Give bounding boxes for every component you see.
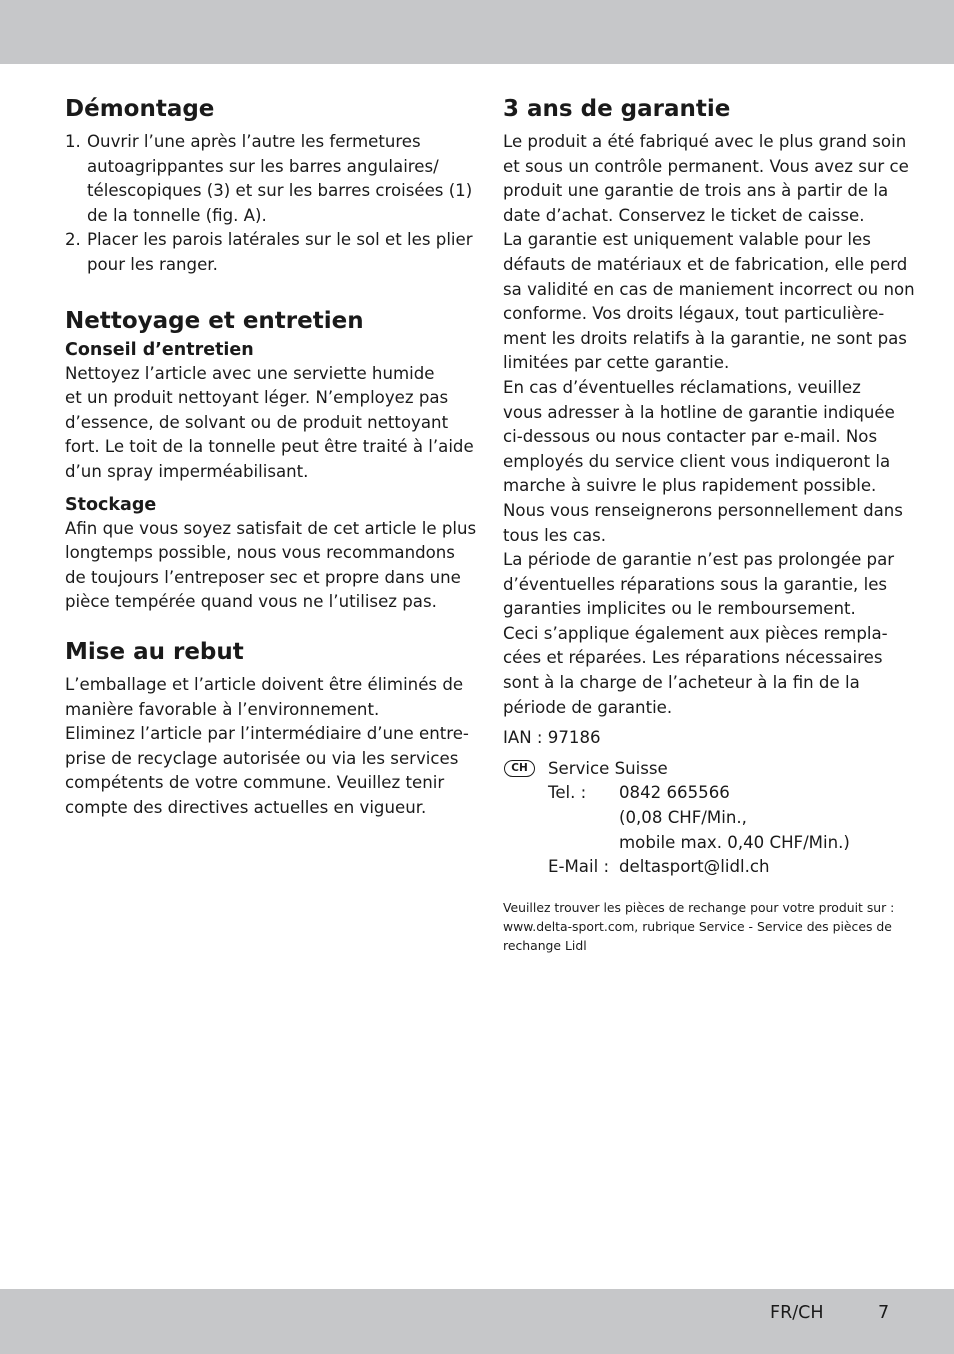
text-line: d’essence, de solvant ou de produit nettoyant <box>65 412 449 432</box>
text-line: de la tonnelle (fig. A). <box>87 205 267 225</box>
text-line: de toujours l’entreposer sec et propre dans une <box>65 567 461 587</box>
section-title-nettoyage: Nettoyage et entretien <box>65 307 364 334</box>
service-email-row <box>548 855 895 880</box>
text-line: date d’achat. Conservez le ticket de caisse. <box>503 205 865 225</box>
text-line: Veuillez trouver les pièces de rechange pour votre produit sur : <box>503 899 895 915</box>
section-title-demontage: Démontage <box>65 96 215 122</box>
text-line: autoagrippantes sur les barres angulaires/ <box>87 156 439 176</box>
text-line: produit une garantie de trois ans à partir de la <box>503 181 889 201</box>
text-line: www.delta-sport.com, rubrique Service - Service des pièces de <box>503 919 892 935</box>
text-line: sa validité en cas de maniement incorrect ou non <box>503 279 915 299</box>
text-line: période de garantie. <box>503 697 673 717</box>
stockage-paragraph <box>65 517 477 615</box>
text-line: d’un spray imperméabilisant. <box>65 461 309 481</box>
text-line: longtemps possible, nous vous recommandons <box>65 543 455 563</box>
text-line: ment les droits relatifs à la garantie, ne sont pas <box>503 328 907 348</box>
tel-label: Tel. : <box>548 783 587 803</box>
page-number: 7 <box>878 1303 890 1323</box>
text-line: Ouvrir l’une après l’autre les fermetures <box>87 132 421 151</box>
text-line: défauts de matériaux et de fabrication, elle perd <box>503 254 908 274</box>
text-line: marche à suivre le plus rapidement possible. <box>503 476 877 496</box>
text-line: En cas d’éventuelles réclamations, veuillez <box>503 377 861 397</box>
tel-value[interactable]: 0842 665566 <box>619 783 730 803</box>
spare-parts-note <box>503 898 895 956</box>
text-line: pièce tempérée quand vous ne l’utilisez pas. <box>65 592 437 612</box>
left-column <box>65 92 477 820</box>
text-line: La garantie est uniquement valable pour les <box>503 230 871 250</box>
text-line: conforme. Vos droits légaux, tout particulière- <box>503 304 885 324</box>
service-title: Service Suisse <box>548 758 668 778</box>
text-line: Eliminez l’article par l’intermédiaire d’une entre- <box>65 724 469 744</box>
text-line: compétents de votre commune. Veuillez tenir <box>65 773 445 793</box>
text-line: Placer les parois latérales sur le sol et les plier <box>87 230 473 250</box>
text-line: limitées par cette garantie. <box>503 353 730 373</box>
text-line: prise de recyclage autorisée ou via les services <box>65 748 459 768</box>
text-line: Nous vous renseignerons personnellement dans <box>503 500 903 520</box>
text-line: Nettoyez l’article avec une serviette humide <box>65 363 435 383</box>
text-line: et un produit nettoyant léger. N’employez pas <box>65 388 449 408</box>
text-line: Ceci s’applique également aux pièces rempla- <box>503 623 888 643</box>
service-contact-block <box>503 757 895 880</box>
tel-note: mobile max. 0,40 CHF/Min.) <box>619 832 850 852</box>
text-line: La période de garantie n’est pas prolongée par <box>503 550 895 570</box>
text-line: vous adresser à la hotline de garantie indiquée <box>503 402 895 422</box>
text-line: Afin que vous soyez satisfait de cet article le plus <box>65 518 477 538</box>
subsection-title-stockage: Stockage <box>65 494 157 515</box>
text-line: cées et réparées. Les réparations nécessaires <box>503 648 883 668</box>
text-line: L’emballage et l’article doivent être éliminés de <box>65 674 464 694</box>
text-line: sont à la charge de l’acheteur à la fin de la <box>503 673 860 693</box>
text-line: d’éventuelles réparations sous la garantie, les <box>503 574 888 594</box>
email-label: E-Mail : <box>548 857 610 877</box>
text-line: tous les cas. <box>503 525 607 545</box>
ch-country-icon: CH <box>504 760 535 777</box>
text-line: fort. Le toit de la tonnelle peut être traité à l’aide <box>65 437 474 457</box>
text-line: pour les ranger. <box>87 254 218 274</box>
subsection-title-conseil: Conseil d’entretien <box>65 339 254 360</box>
text-line: ci-dessous ou nous contacter par e-mail. Nos <box>503 427 878 447</box>
tel-note: (0,08 CHF/Min., <box>619 808 747 828</box>
list-item <box>65 130 473 228</box>
conseil-paragraph <box>65 362 474 485</box>
text-line: manière favorable à l’environnement. <box>65 699 380 719</box>
section-title-rebut: Mise au rebut <box>65 638 244 665</box>
right-column <box>503 92 915 955</box>
section-title-garantie: 3 ans de garantie <box>503 96 731 122</box>
rebut-paragraph <box>65 673 469 821</box>
list-item <box>65 228 473 277</box>
text-line: télescopiques (3) et sur les barres croisées (1) <box>87 181 473 201</box>
list-number: 1. <box>65 132 81 151</box>
text-line: et sous un contrôle permanent. Vous avez sur ce <box>503 156 909 176</box>
garantie-paragraph <box>503 130 915 720</box>
ian-number: IAN : 97186 <box>503 728 601 748</box>
list-number: 2. <box>65 230 81 250</box>
text-line: rechange Lidl <box>503 938 587 954</box>
demontage-list <box>65 130 473 278</box>
footer-language: FR/CH <box>770 1303 824 1323</box>
text-line: employés du service client vous indiqueront la <box>503 451 891 471</box>
text-line: Le produit a été fabriqué avec le plus grand soin <box>503 132 907 151</box>
text-line: garanties implicites ou le remboursement. <box>503 599 856 619</box>
email-link[interactable]: deltasport@lidl.ch <box>619 857 770 877</box>
text-line: compte des directives actuelles en vigueur. <box>65 797 427 817</box>
header-bar <box>0 0 954 64</box>
service-tel-row <box>548 781 895 806</box>
